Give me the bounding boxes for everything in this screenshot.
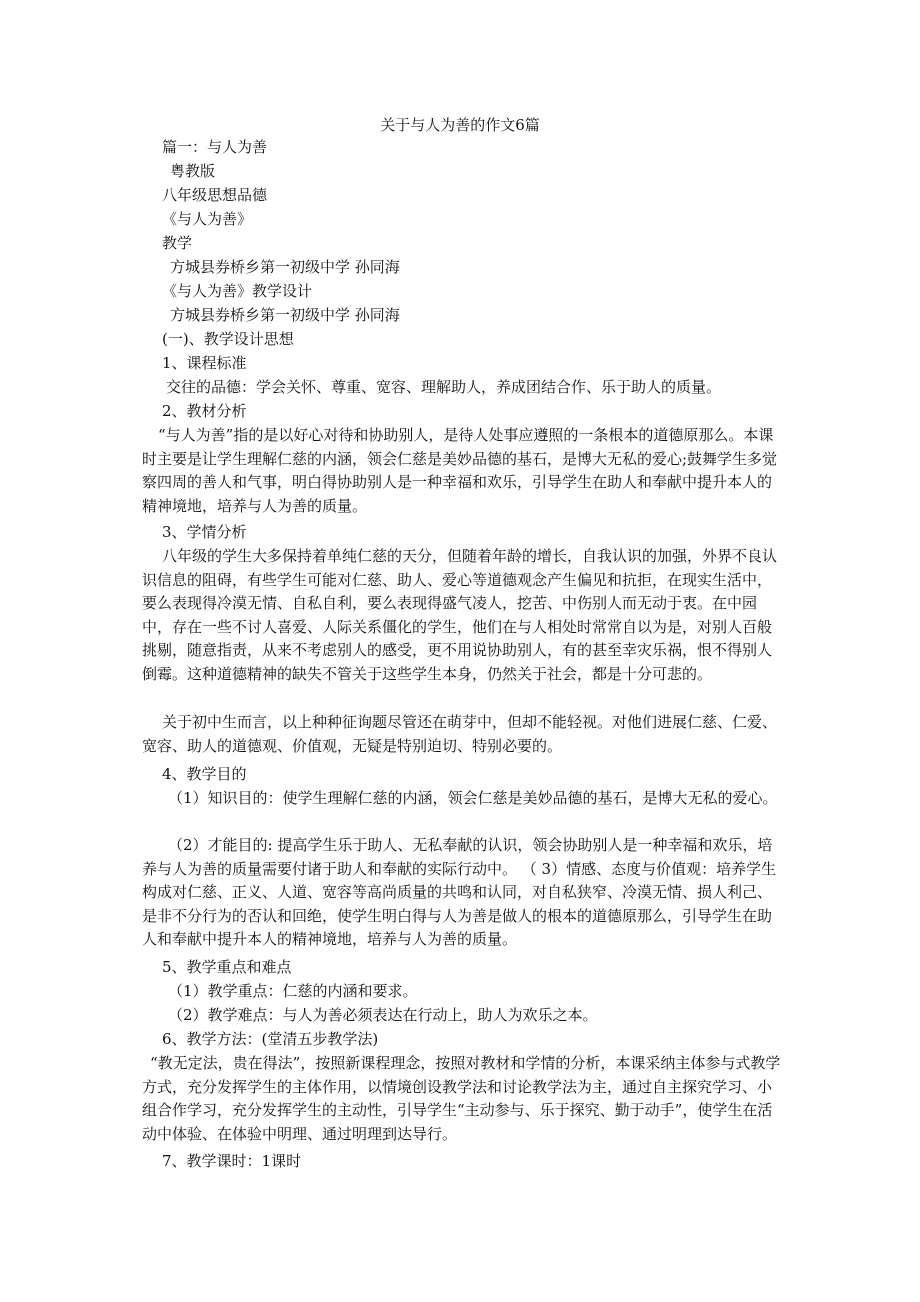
paragraph-goal-ability: （2）才能目的: 提高学生乐于助人、无私奉献的认识，领会协助别人是一种幸福和欢乐，培养与人为善的质量需要付诸于助人和奉献的实际行动中。 （ 3）情感、态度与价值观：培养学生构成对仁慈、正义、人道、宽容等高尚质量的共鸣和认同，对自私狭窄、冷漠无情、损人利己、是非不分行为的否认和回绝，使学生明白得与人为善是做人的根本的道德原那么，引导学生在助人和奉献中提升本人的精神境地，培养与人为善的质量。 [142,836,777,948]
author-line: 方城县券桥乡第一初级中学 孙同海 [170,258,400,276]
heading-curriculum: 1、课程标准 [162,354,247,372]
design-title-line: 《与人为善》教学设计 [162,282,313,300]
grade-subject-line: 八年级思想品德 [162,186,268,204]
heading-class-hours: 7、教学课时：1课时 [162,1152,302,1170]
paragraph-method: “教无定法，贵在得法”，按照新课程理念，按照对教材和学情的分析，本课采纳主体参与式教学方式，充分发挥学生的主体作用，以情境创设教学法和讨论教学法为主，通过自主探究学习、小组合作学习，充分发挥学生的主动性，引导学生“主动参与、乐于探究、勤于动手”，使学生在活动中体验、在体验中明理、通过明理到达导行。 [142,1054,781,1143]
heading-key-points: 5、教学重点和难点 [162,958,292,976]
chapter-heading: 篇一：与人为善 [162,138,268,156]
paragraph-textbook: “与人为善”指的是以好心对待和协助别人，是待人处事应遵照的一条根本的道德原那么。本课时主要是让学生理解仁慈的内涵，领会仁慈是美妙品德的基石，是博大无私的爱心;鼓舞学生多觉察四周的善人和气事，明白得协助别人是一种幸福和欢乐，引导学生在助人和奉献中提升本人的精神境地，培养与人为善的质量。 [142,426,778,515]
key-point-1: （1）教学重点：仁慈的内涵和要求。 [168,982,418,1000]
author-line-2: 方城县券桥乡第一初级中学 孙同海 [170,306,400,324]
document-title: 关于与人为善的作文6篇 [380,116,540,134]
heading-method: 6、教学方法：(堂清五步教学法) [162,1030,379,1048]
heading-textbook: 2、教材分析 [162,402,247,420]
paragraph-goal-knowledge: （1）知识目的：使学生理解仁慈的内涵，领会仁慈是美妙品德的基石，是博大无私的爱心。 [168,789,778,807]
key-point-2: （2）教学难点：与人为善必须表达在行动上，助人为欢乐之本。 [168,1006,598,1024]
publisher-line: 粤教版 [170,162,216,180]
paragraph-students-2: 关于初中生而言，以上种种征询题尽管还在萌芽中，但却不能轻视。对他们进展仁慈、仁爱、宽容、助人的道德观、价值观，无疑是特别迫切、特别必要的。 [142,713,778,755]
section-heading-design: (一)、教学设计思想 [162,330,294,348]
lesson-name-line: 《与人为善》 [162,210,253,228]
teaching-line: 教学 [162,234,193,252]
heading-students: 3、学情分析 [162,523,247,541]
paragraph-students: 八年级的学生大多保持着单纯仁慈的天分，但随着年龄的增长，自我认识的加强，外界不良认识信息的阻碍，有些学生可能对仁慈、助人、爱心等道德观念产生偏见和抗拒，在现实生活中，要么表现得冷漠无情、自私自利，要么表现得盛气凌人，挖苦、中伤别人而无动于衷。在中园中，存在一些不讨人喜爱、人际关系僵化的学生，他们在与人相处时常常自以为是，对别人百般挑剔，随意指责，从来不考虑别人的感受，更不用说协助别人，有的甚至幸灾乐祸，恨不得别人倒霉。这种道德精神的缺失不管关于这些学生本身，仍然关于社会，都是十分可悲的。 [142,547,778,683]
curriculum-text: 交往的品德：学会关怀、尊重、宽容、理解助人，养成团结合作、乐于助人的质量。 [166,378,722,396]
heading-goals: 4、教学目的 [162,765,247,783]
